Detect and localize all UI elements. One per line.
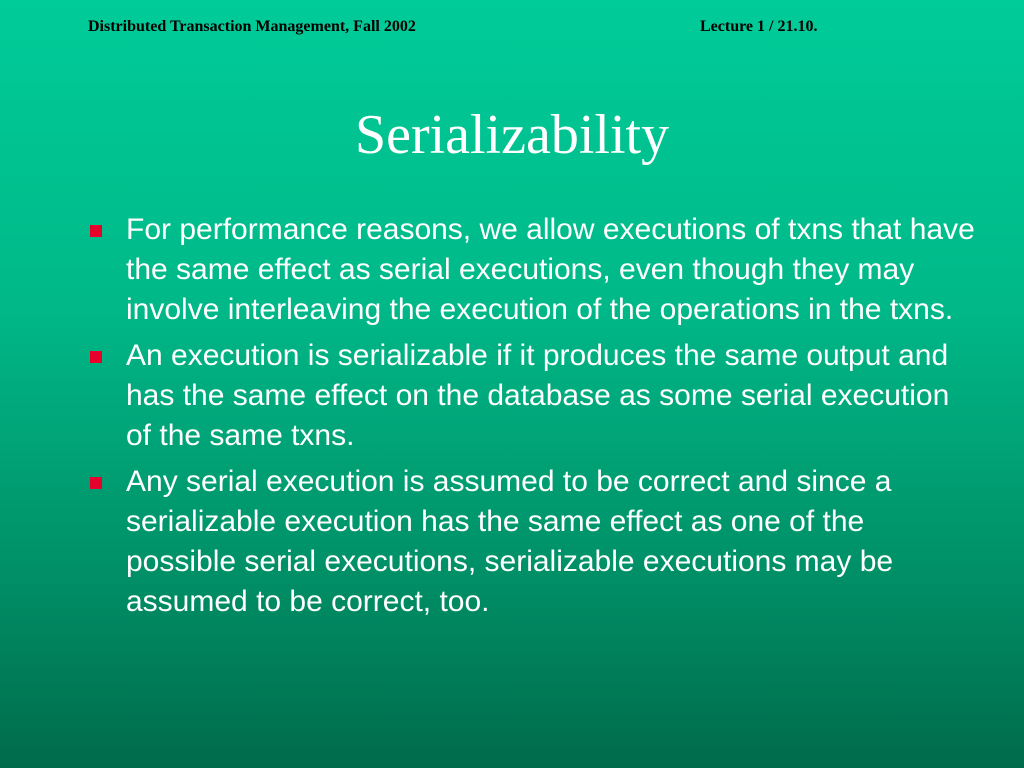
square-bullet-icon: [90, 477, 102, 489]
bullet-list: [88, 210, 978, 628]
lecture-header: Lecture 1 / 21.10.: [700, 18, 818, 35]
square-bullet-icon: [90, 351, 102, 363]
bullet-text: For performance reasons, we allow executions of txns that have the same effect as serial executions, even though they may involve interleaving the execution of the operations in the txns.: [126, 213, 975, 326]
bullet-item: [88, 462, 978, 622]
slide-title: Serializability: [354, 104, 670, 166]
bullet-item: [88, 336, 978, 456]
bullet-item: [88, 210, 978, 330]
square-bullet-icon: [90, 225, 102, 237]
bullet-text: An execution is serializable if it produces the same output and has the same effect on the database as some serial execution of the same txns.: [126, 339, 950, 452]
bullet-text: Any serial execution is assumed to be correct and since a serializable execution has the same effect as one of the possible serial executions, serializable executions may be assumed to be correct, too.: [126, 465, 894, 618]
course-header: Distributed Transaction Management, Fall 2002: [88, 18, 416, 35]
